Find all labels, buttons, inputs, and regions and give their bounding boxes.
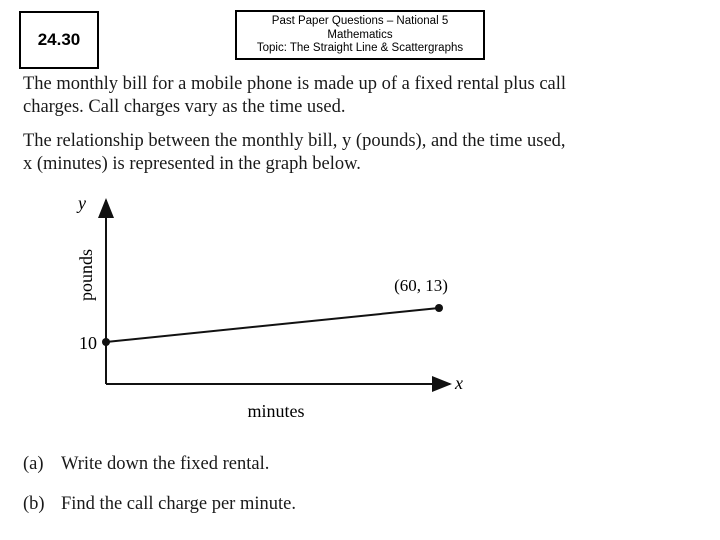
question-b (23, 494, 296, 515)
header-subject: Mathematics (327, 28, 393, 41)
question-number: 24.30 (37, 30, 81, 49)
relationship-line-1: The relationship between the monthly bill, y (pounds), and the time used, (23, 131, 566, 151)
x-axis-label: minutes (247, 401, 305, 421)
question-a-text: Write down the fixed rental. (61, 454, 270, 474)
series-line (106, 308, 439, 342)
question-b-text: Find the call charge per minute. (61, 494, 296, 514)
y-axis-label: pounds (76, 248, 96, 302)
point-label: (60, 13) (394, 276, 448, 295)
intro-line-2: charges. Call charges vary as the time used. (23, 97, 346, 117)
y-axis-symbol: y (78, 193, 86, 213)
relationship-line-2: x (minutes) is represented in the graph below. (23, 154, 361, 174)
header-title: Past Paper Questions – National 5 (271, 15, 449, 27)
x-axis-symbol: x (455, 373, 463, 393)
header-topic: Topic: The Straight Line & Scattergraphs (256, 42, 464, 54)
data-point-end (435, 304, 443, 312)
question-a-label: (a) (23, 454, 44, 474)
intro-line-1: The monthly bill for a mobile phone is made up of a fixed rental plus call (23, 74, 567, 94)
data-point-start (102, 338, 110, 346)
y-intercept-label: 10 (79, 333, 97, 353)
question-b-label: (b) (23, 494, 45, 514)
question-a (23, 454, 269, 475)
